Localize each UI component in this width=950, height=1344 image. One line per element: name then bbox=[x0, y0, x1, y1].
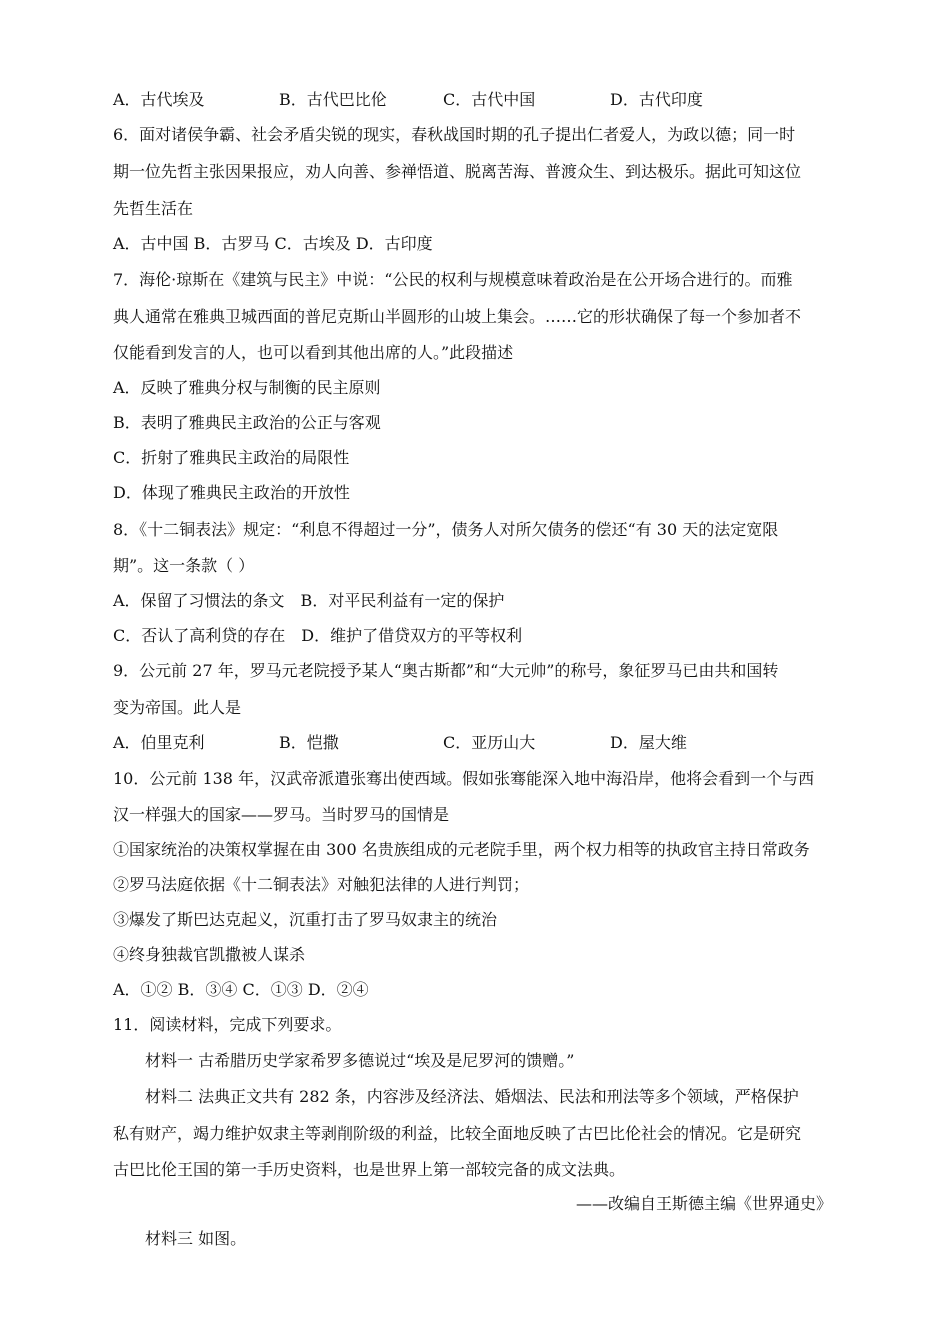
q10-item-4: ④终身独裁官凯撒被人谋杀 bbox=[113, 945, 306, 964]
q9-line-2: 变为帝国。此人是 bbox=[113, 698, 242, 717]
q7-line-1: 7．海伦·琼斯在《建筑与民主》中说：“公民的权利与规模意味着政治是在公开场合进行的。而雅 bbox=[113, 270, 793, 289]
q8-line-1: 8．《十二铜表法》规定：“利息不得超过一分”，债务人对所欠债务的偿还“有 30 天的法定宽限 bbox=[113, 520, 779, 539]
q7-line-2: 典人通常在雅典卫城西面的普尼克斯山半圆形的山坡上集会。……它的形状确保了每一个参加者不 bbox=[113, 307, 802, 326]
q7-option-d: D．体现了雅典民主政治的开放性 bbox=[113, 483, 350, 502]
q9-option-c: C．亚历山大 bbox=[443, 733, 536, 752]
q6-line-3: 先哲生活在 bbox=[113, 199, 194, 218]
q11-material-1: 材料一 古希腊历史学家希罗多德说过“埃及是尼罗河的馈赠。” bbox=[145, 1051, 575, 1070]
q5-option-c: C．古代中国 bbox=[443, 90, 536, 109]
q8-options-cd: C．否认了高利贷的存在 D．维护了借贷双方的平等权利 bbox=[113, 626, 523, 645]
q11-material-2-line-3: 古巴比伦王国的第一手历史资料，也是世界上第一部较完备的成文法典。 bbox=[113, 1160, 626, 1179]
q9-option-b: B．恺撒 bbox=[279, 733, 339, 752]
q7-option-c: C．折射了雅典民主政治的局限性 bbox=[113, 448, 350, 467]
q9-option-d: D．屋大维 bbox=[610, 733, 687, 752]
q10-item-2: ②罗马法庭依据《十二铜表法》对触犯法律的人进行判罚； bbox=[113, 875, 530, 894]
q11-stem: 11．阅读材料，完成下列要求。 bbox=[113, 1015, 342, 1034]
q10-options: A．①② B．③④ C．①③ D．②④ bbox=[113, 980, 369, 999]
q10-item-3: ③爆发了斯巴达克起义，沉重打击了罗马奴隶主的统治 bbox=[113, 910, 498, 929]
q11-material-2-line-2: 私有财产，竭力维护奴隶主等剥削阶级的利益，比较全面地反映了古巴比伦社会的情况。它是研究 bbox=[113, 1124, 802, 1143]
q10-line-1: 10．公元前 138 年，汉武帝派遣张骞出使西域。假如张骞能深入地中海沿岸，他将会看到一个与西 bbox=[113, 769, 815, 788]
q9-option-a: A．伯里克利 bbox=[113, 733, 205, 752]
q5-option-d: D．古代印度 bbox=[610, 90, 703, 109]
q6-options: A．古中国 B．古罗马 C．古埃及 D．古印度 bbox=[113, 234, 433, 253]
q11-source: ——改编自王斯德主编《世界通史》 bbox=[575, 1194, 832, 1213]
q11-material-3: 材料三 如图。 bbox=[145, 1229, 247, 1248]
q7-option-b: B．表明了雅典民主政治的公正与客观 bbox=[113, 413, 381, 432]
q11-material-2-line-1: 材料二 法典正文共有 282 条，内容涉及经济法、婚烟法、民法和刑法等多个领域，严格保护 bbox=[145, 1087, 799, 1106]
q5-option-b: B．古代巴比伦 bbox=[279, 90, 387, 109]
q10-line-2: 汉一样强大的国家——罗马。当时罗马的国情是 bbox=[113, 805, 450, 824]
q7-option-a: A．反映了雅典分权与制衡的民主原则 bbox=[113, 378, 381, 397]
q10-item-1: ①国家统治的决策权掌握在由 300 名贵族组成的元老院手里，两个权力相等的执政官主持日常政务 bbox=[113, 840, 810, 859]
q8-line-2: 期”。这一条款（ ） bbox=[113, 556, 255, 575]
q9-line-1: 9．公元前 27 年，罗马元老院授予某人“奥古斯都”和“大元帅”的称号，象征罗马已由共和国转 bbox=[113, 661, 779, 680]
q7-line-3: 仅能看到发言的人，也可以看到其他出席的人。”此段描述 bbox=[113, 343, 514, 362]
q5-option-a: A．古代埃及 bbox=[113, 90, 205, 109]
q6-line-2: 期一位先哲主张因果报应，劝人向善、参禅悟道、脱离苦海、普渡众生、到达极乐。据此可知这位 bbox=[113, 162, 802, 181]
q6-line-1: 6．面对诸侯争霸、社会矛盾尖锐的现实，春秋战国时期的孔子提出仁者爱人，为政以德；同一时 bbox=[113, 125, 796, 144]
q8-options-ab: A．保留了习惯法的条文 B．对平民利益有一定的保护 bbox=[113, 591, 505, 610]
